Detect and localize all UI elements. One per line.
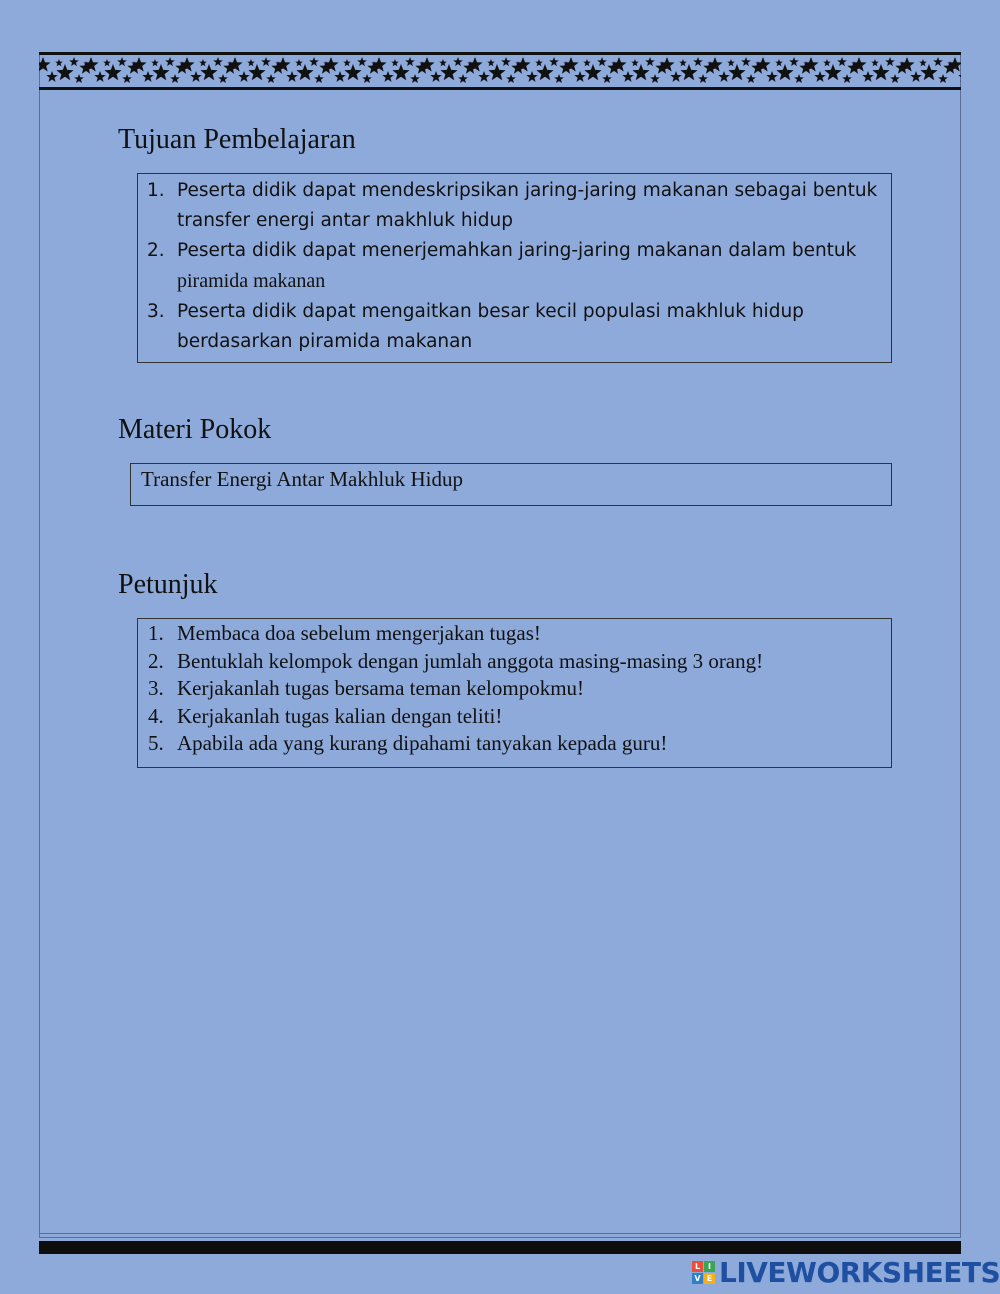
petunjuk-item: [148, 703, 883, 731]
star-icon: [718, 71, 729, 82]
star-icon: [488, 64, 505, 80]
materi-title: Materi Pokok: [118, 414, 272, 445]
goals-item-line: transfer energi antar makhluk hidup: [177, 210, 513, 231]
star-icon: [362, 74, 372, 83]
liveworksheets-wordmark: LIVEWORKSHEETS: [719, 1256, 1000, 1289]
goals-item-line: berdasarkan piramida makanan: [177, 331, 473, 352]
star-icon: [584, 64, 601, 80]
star-icon: [74, 74, 84, 83]
star-icon: [334, 71, 345, 82]
star-icon: [680, 64, 697, 80]
star-icon: [296, 64, 313, 80]
goals-title: Tujuan Pembelajaran: [118, 124, 356, 155]
star-icon: [56, 64, 73, 80]
star-icon: [458, 74, 468, 83]
star-icon: [117, 57, 127, 66]
star-icon: [391, 59, 399, 66]
star-icon: [526, 71, 537, 82]
star-icon: [910, 71, 921, 82]
liveworksheets-mark-icon: [692, 1261, 715, 1284]
star-icon: [632, 64, 649, 80]
petunjuk-item-number: 2.: [148, 648, 164, 673]
star-icon: [535, 59, 543, 66]
petunjuk-item: [148, 620, 883, 648]
star-icon: [920, 64, 937, 80]
star-icon: [286, 71, 297, 82]
star-icon: [631, 59, 639, 66]
star-icon: [872, 64, 889, 80]
star-icon: [693, 57, 703, 66]
star-icon: [439, 59, 447, 66]
star-border-decoration: [39, 52, 961, 90]
star-icon: [165, 57, 175, 66]
petunjuk-item: [148, 675, 883, 703]
star-icon: [39, 57, 51, 72]
petunjuk-list: [148, 620, 883, 758]
star-icon: [602, 74, 612, 83]
star-icon: [478, 71, 489, 82]
star-icon: [104, 64, 121, 80]
petunjuk-item-text: Membaca doa sebelum mengerjakan tugas!: [177, 621, 541, 645]
star-icon: [170, 74, 180, 83]
star-icon: [69, 57, 79, 66]
star-icon: [46, 71, 57, 82]
star-icon: [344, 64, 361, 80]
star-icon: [536, 64, 553, 80]
star-icon: [405, 57, 415, 66]
petunjuk-item-number: 3.: [148, 676, 164, 700]
goals-item-text: [177, 236, 883, 297]
star-icon: [583, 59, 591, 66]
star-icon: [650, 74, 660, 83]
bottom-bar: [39, 1241, 961, 1254]
star-icon: [824, 64, 841, 80]
star-icon: [213, 57, 223, 66]
star-icon: [501, 57, 511, 66]
star-icon: [670, 71, 681, 82]
logo-mark-letter: E: [704, 1273, 715, 1284]
star-icon: [247, 59, 255, 66]
star-icon: [151, 59, 159, 66]
star-icon: [679, 59, 687, 66]
logo-mark-letter: L: [692, 1261, 703, 1272]
star-icon: [266, 74, 276, 83]
star-icon: [728, 64, 745, 80]
star-icon: [410, 74, 420, 83]
petunjuk-item-text: Apabila ada yang kurang dipahami tanyakan kepada guru!: [177, 731, 668, 755]
star-icon: [766, 71, 777, 82]
star-icon: [727, 59, 735, 66]
star-icon: [382, 71, 393, 82]
star-icon: [343, 59, 351, 66]
star-icon: [199, 59, 207, 66]
goals-item-number: 3.: [147, 301, 165, 322]
star-icon: [55, 59, 63, 66]
goals-item: [147, 297, 883, 357]
star-icon: [238, 71, 249, 82]
star-icon: [430, 71, 441, 82]
petunjuk-item-number: 1.: [148, 621, 164, 645]
star-icon: [698, 74, 708, 83]
star-icon: [862, 71, 873, 82]
star-icon: [314, 74, 324, 83]
star-icon: [309, 57, 319, 66]
star-icon: [814, 71, 825, 82]
star-icon: [842, 74, 852, 83]
star-icon: [200, 64, 217, 80]
goals-item-line: Peserta didik dapat menerjemahkan jaring-jaring makanan dalam bentuk: [177, 240, 857, 261]
goals-item-line: piramida makanan: [177, 270, 326, 292]
petunjuk-item: [148, 648, 883, 676]
star-icon: [218, 74, 228, 83]
star-icon: [837, 57, 847, 66]
star-icon: [789, 57, 799, 66]
star-icon: [248, 64, 265, 80]
petunjuk-item-text: Kerjakanlah tugas kalian dengan teliti!: [177, 703, 503, 728]
star-icon: [776, 64, 793, 80]
petunjuk-box: [137, 618, 892, 768]
materi-text: Transfer Energi Antar Makhluk Hidup: [141, 467, 463, 491]
star-icon: [645, 57, 655, 66]
logo-mark-letter: V: [692, 1273, 703, 1284]
goals-item-line: Peserta didik dapat mendeskripsikan jaring-jaring makanan sebagai bentuk: [177, 180, 878, 201]
star-icon: [958, 71, 961, 82]
goals-item-text: [177, 297, 883, 357]
star-icon: [919, 59, 927, 66]
petunjuk-item: [148, 730, 883, 758]
star-icon: [392, 64, 409, 80]
star-icon: [440, 64, 457, 80]
star-icon: [890, 74, 900, 83]
goals-item: [147, 176, 883, 236]
petunjuk-item-text: Kerjakanlah tugas bersama teman kelompokmu!: [177, 676, 585, 700]
star-icon: [152, 64, 169, 80]
star-icon: [597, 57, 607, 66]
star-icon: [938, 74, 948, 83]
star-icon: [487, 59, 495, 66]
star-icon: [885, 57, 895, 66]
star-icon: [122, 74, 132, 83]
star-icon: [746, 74, 756, 83]
goals-box: [137, 173, 892, 363]
materi-box: [130, 463, 892, 506]
logo-mark-letter: I: [704, 1261, 715, 1272]
star-icon: [295, 59, 303, 66]
star-pattern: [39, 55, 961, 87]
bottom-divider: [39, 1233, 961, 1234]
star-icon: [871, 59, 879, 66]
star-icon: [94, 71, 105, 82]
star-icon: [622, 71, 633, 82]
star-icon: [549, 57, 559, 66]
star-icon: [794, 74, 804, 83]
petunjuk-title: Petunjuk: [118, 569, 218, 600]
star-icon: [554, 74, 564, 83]
goals-item: [147, 236, 883, 297]
petunjuk-item-number: 5.: [148, 731, 164, 755]
star-icon: [261, 57, 271, 66]
star-icon: [103, 59, 111, 66]
star-icon: [190, 71, 201, 82]
petunjuk-item-text: Bentuklah kelompok dengan jumlah anggota masing-masing 3 orang!: [177, 648, 764, 673]
star-icon: [741, 57, 751, 66]
goals-item-number: 1.: [147, 180, 165, 201]
star-icon: [823, 59, 831, 66]
goals-item-text: [177, 176, 883, 236]
liveworksheets-logo[interactable]: [692, 1256, 1000, 1289]
star-icon: [506, 74, 516, 83]
star-icon: [142, 71, 153, 82]
goals-item-line: Peserta didik dapat mengaitkan besar kecil populasi makhluk hidup: [177, 301, 804, 322]
star-icon: [775, 59, 783, 66]
goals-item-number: 2.: [147, 240, 165, 261]
star-icon: [357, 57, 367, 66]
goals-list: [147, 176, 883, 357]
star-icon: [933, 57, 943, 66]
star-icon: [574, 71, 585, 82]
star-icon: [453, 57, 463, 66]
petunjuk-item-number: 4.: [148, 703, 164, 728]
